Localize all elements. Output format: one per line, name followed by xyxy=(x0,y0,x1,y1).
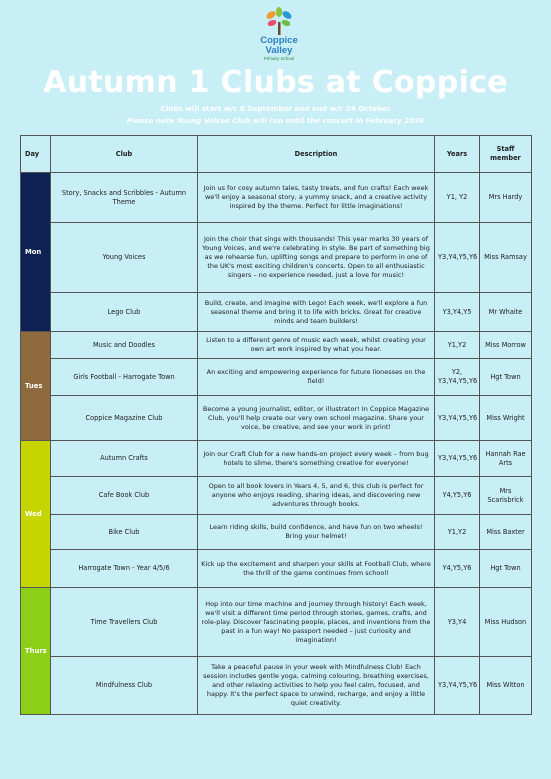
staff-cell: Hannah Rae Arts xyxy=(480,441,532,477)
day-cell-thurs: Thurs xyxy=(21,588,51,715)
table-row xyxy=(21,332,532,359)
years-cell: Y1,Y2 xyxy=(435,515,480,550)
table-row xyxy=(21,515,532,550)
years-cell: Y2, Y3,Y4,Y5,Y6 xyxy=(435,359,480,396)
description-cell: Join our Craft Club for a new hands-on project every week – from bug hotels to slime, there's something creative for everyone! xyxy=(198,441,435,477)
table-row xyxy=(21,359,532,396)
description-cell: Take a peaceful pause in your week with Mindfulness Club! Each session includes gentle yoga, calming colouring, breathing exercises, and other relaxing activities to help you feel calm, focused, and happy. It's the perfect space to unwind, recharge, and enjoy a little quiet creativity. xyxy=(198,657,435,715)
years-cell: Y4,Y5,Y6 xyxy=(435,477,480,515)
club-cell: Lego Club xyxy=(51,293,198,332)
club-cell: Young Voices xyxy=(51,223,198,293)
years-cell: Y1, Y2 xyxy=(435,173,480,223)
table-row xyxy=(21,477,532,515)
logo-line-2: Valley xyxy=(265,45,293,56)
subtitle-dates: Clubs will start w/c 8 September and end w/c 24 October xyxy=(160,104,391,113)
years-cell: Y3,Y4,Y5,Y6 xyxy=(435,657,480,715)
table-row xyxy=(21,441,532,477)
description-cell: Join us for cosy autumn tales, tasty treats, and fun crafts! Each week we'll enjoy a seasonal story, a yummy snack, and a creative activity inspired by the theme. Perfect for little imaginations! xyxy=(198,173,435,223)
logo-line-3: Primary School xyxy=(263,56,295,61)
day-cell-tues: Tues xyxy=(21,332,51,441)
table-row xyxy=(21,293,532,332)
years-cell: Y4,Y5,Y6 xyxy=(435,550,480,588)
table-row xyxy=(21,223,532,293)
club-cell: Bike Club xyxy=(51,515,198,550)
staff-cell: Miss Hudson xyxy=(480,588,532,657)
header-staff: Staff member xyxy=(480,136,532,173)
day-cell-wed: Wed xyxy=(21,441,51,588)
clubs-table xyxy=(20,135,532,715)
club-cell: Coppice Magazine Club xyxy=(51,396,198,441)
header-description: Description xyxy=(198,136,435,173)
staff-cell: Hgt Town xyxy=(480,359,532,396)
staff-cell: Miss Ramsay xyxy=(480,223,532,293)
staff-cell: Miss Baxter xyxy=(480,515,532,550)
logo-line-1: Coppice xyxy=(260,35,298,46)
years-cell: Y3,Y4,Y5 xyxy=(435,293,480,332)
description-cell: Hop into our time machine and journey through history! Each week, we'll visit a different time period through stories, games, crafts, and role-play. Discover fascinating people, places, and inventions from the past in a fun way! No passport needed – just curiosity and imagination! xyxy=(198,588,435,657)
table-row xyxy=(21,550,532,588)
description-cell: Build, create, and imagine with Lego! Each week, we'll explore a fun seasonal theme and bring it to life with bricks. Great for creative minds and team builders! xyxy=(198,293,435,332)
years-cell: Y1,Y2 xyxy=(435,332,480,359)
staff-cell: Miss Morrow xyxy=(480,332,532,359)
staff-cell: Mr Whaite xyxy=(480,293,532,332)
header-club: Club xyxy=(51,136,198,173)
staff-cell: Miss Wright xyxy=(480,396,532,441)
years-cell: Y3,Y4,Y5,Y6 xyxy=(435,441,480,477)
table-row xyxy=(21,588,532,657)
staff-cell: Hgt Town xyxy=(480,550,532,588)
years-cell: Y3,Y4 xyxy=(435,588,480,657)
school-logo xyxy=(244,6,314,66)
tree-logo-icon xyxy=(261,6,297,36)
header-years: Years xyxy=(435,136,480,173)
club-cell: Story, Snacks and Scribbles - Autumn Theme xyxy=(51,173,198,223)
description-cell: Learn riding skills, build confidence, and have fun on two wheels! Bring your helmet! xyxy=(198,515,435,550)
table-row xyxy=(21,396,532,441)
description-cell: Become a young journalist, editor, or illustrator! In Coppice Magazine Club, you'll help create our very own school magazine. Share your voice, be creative, and see your work in print! xyxy=(198,396,435,441)
description-cell: An exciting and empowering experience for future lionesses on the field! xyxy=(198,359,435,396)
club-cell: Mindfulness Club xyxy=(51,657,198,715)
description-cell: Kick up the excitement and sharpen your skills at Football Club, where the thrill of the game continues from school! xyxy=(198,550,435,588)
club-cell: Girls Football - Harrogate Town xyxy=(51,359,198,396)
years-cell: Y3,Y4,Y5,Y6 xyxy=(435,223,480,293)
years-cell: Y3,Y4,Y5,Y6 xyxy=(435,396,480,441)
description-cell: Open to all book lovers in Years 4, 5, and 6, this club is perfect for anyone who enjoys reading, sharing ideas, and discovering new adventures through books. xyxy=(198,477,435,515)
club-cell: Harrogate Town - Year 4/5/6 xyxy=(51,550,198,588)
table-row xyxy=(21,657,532,715)
club-cell: Autumn Crafts xyxy=(51,441,198,477)
page-title: Autumn 1 Clubs at Coppice xyxy=(43,65,508,100)
club-cell: Time Travellers Club xyxy=(51,588,198,657)
day-cell-mon: Mon xyxy=(21,173,51,332)
table-row xyxy=(21,173,532,223)
description-cell: Join the choir that sings with thousands! This year marks 30 years of Young Voices, and we're celebrating in style. Be part of something big as we rehearse fun, uplifting songs and prepare to perform in one of the UK's most exciting children's concerts. Open to all enthusiastic singers – no experience needed, just a love for music! xyxy=(198,223,435,293)
clubs-table-body xyxy=(21,173,532,715)
description-cell: Listen to a different genre of music each week, whilst creating your own art work inspired by what you hear. xyxy=(198,332,435,359)
staff-cell: Mrs Hardy xyxy=(480,173,532,223)
table-header-row xyxy=(21,136,532,173)
header-day: Day xyxy=(21,136,51,173)
staff-cell: Mrs Scarisbrick xyxy=(480,477,532,515)
club-cell: Cafe Book Club xyxy=(51,477,198,515)
club-cell: Music and Doodles xyxy=(51,332,198,359)
staff-cell: Miss Witton xyxy=(480,657,532,715)
subtitle-note: Please note Young Voices Club will run until the concert in February 2026 xyxy=(126,116,425,125)
